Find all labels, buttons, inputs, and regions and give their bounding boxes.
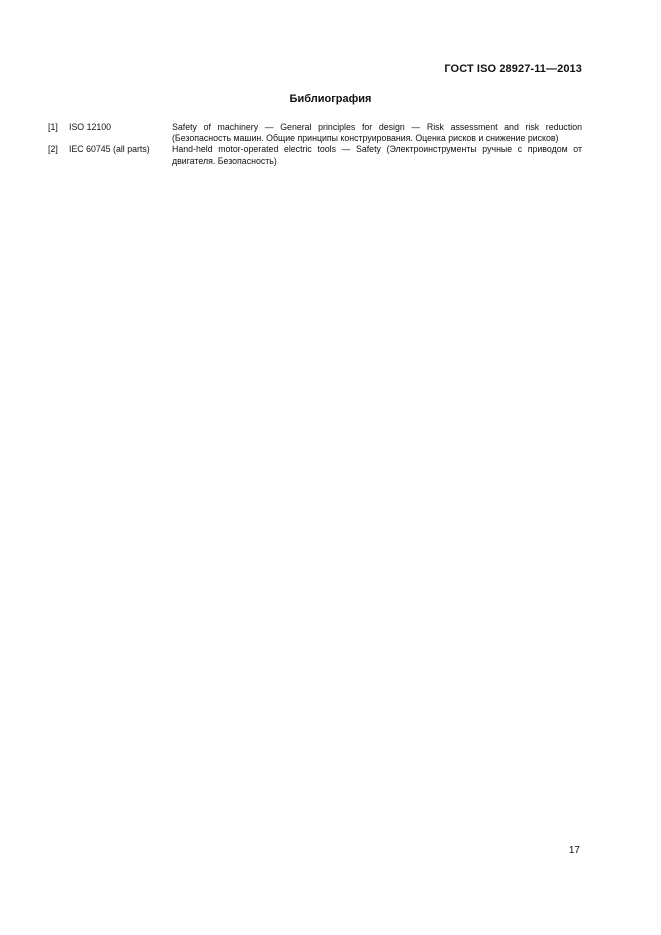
entry-title: Hand-held motor-operated electric tools — Safety (Электроинструменты ручные с приводом от двигателя. Безопасность): [172, 144, 582, 166]
document-standard-header: ГОСТ ISO 28927-11—2013: [444, 63, 582, 75]
bibliography-entry: [48, 144, 582, 166]
page-number: 17: [568, 845, 580, 856]
entry-title: Safety of machinery — General principles for design — Risk assessment and risk reduction (Безопасность машин. Общие принципы конструирования. Оценка рисков и снижение рисков): [172, 122, 582, 144]
bibliography-entry: [48, 122, 582, 144]
entry-number: [2]: [48, 144, 58, 155]
bibliography-title: Библиография: [289, 93, 372, 105]
entry-number: [1]: [48, 122, 58, 132]
entry-code: IEC 60745 (all parts): [69, 144, 150, 155]
bibliography-list: [48, 122, 582, 167]
entry-code: ISO 12100: [69, 122, 112, 132]
